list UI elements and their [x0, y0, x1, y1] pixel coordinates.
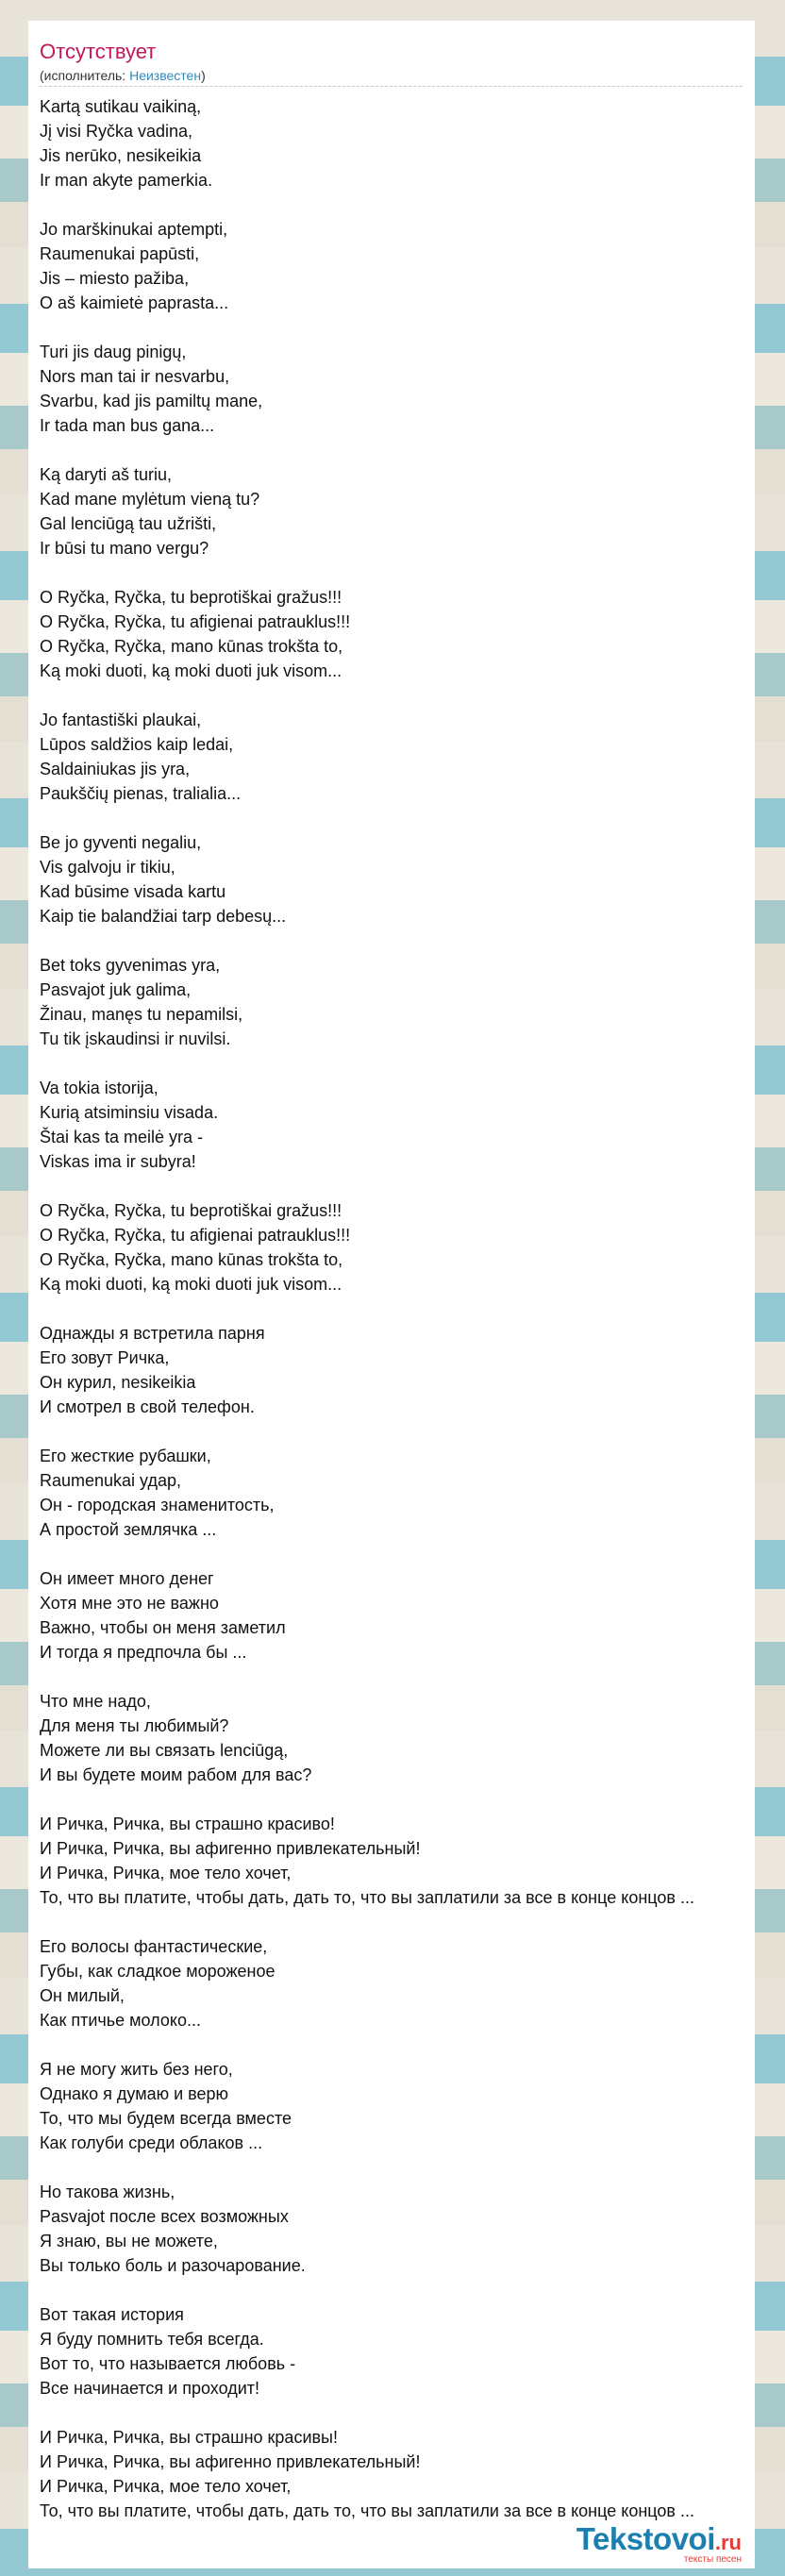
stanza-gap — [40, 1296, 755, 1321]
lyric-line: И вы будете моим рабом для вас? — [40, 1765, 312, 1784]
lyric-line: Jį visi Ryčka vadina, — [40, 122, 193, 141]
lyric-line: O Ryčka, Ryčka, mano kūnas trokšta to, — [40, 637, 343, 656]
lyric-line: Lūpos saldžios kaip ledai, — [40, 735, 234, 754]
lyric-line: Все начинается и проходит! — [40, 2379, 259, 2398]
lyric-line: Он милый, — [40, 1986, 125, 2005]
lyric-line: Kad mane mylėtum vieną tu? — [40, 490, 260, 509]
lyric-line: Важно, чтобы он меня заметил — [40, 1618, 286, 1637]
lyric-line: Jis – miesto pažiba, — [40, 269, 190, 288]
artist-prefix: (исполнитель: — [40, 68, 130, 83]
lyric-line: Для меня ты любимый? — [40, 1716, 229, 1735]
site-logo[interactable] — [576, 2523, 742, 2565]
lyric-line: Что мне надо, — [40, 1692, 151, 1711]
lyric-line: Saldainiukas jis yra, — [40, 760, 191, 778]
lyric-line: Kad būsime visada kartu — [40, 882, 226, 901]
lyric-line: Žinau, manęs tu nepamilsi, — [40, 1005, 243, 1024]
lyric-line: И Ричка, Ричка, мое тело хочет, — [40, 2477, 292, 2496]
logo-domain: .ru — [714, 2531, 742, 2554]
lyrics-card — [28, 21, 755, 2568]
lyric-line: И Ричка, Ричка, мое тело хочет, — [40, 1864, 292, 1882]
song-title: Отсутствует — [40, 40, 157, 63]
lyric-line: И Ричка, Ричка, вы страшно красиво! — [40, 1815, 335, 1833]
lyric-line: Ir būsi tu mano vergu? — [40, 539, 209, 558]
lyric-line: Он курил, nesikeikia — [40, 1373, 196, 1392]
lyric-line: Viskas ima ir subyra! — [40, 1152, 196, 1171]
lyrics-text — [40, 94, 755, 2523]
lyric-line: То, что вы платите, чтобы дать, дать то, что вы заплатили за все в конце концов ... — [40, 1888, 694, 1907]
stanza-gap — [40, 438, 755, 462]
stanza-gap — [40, 1051, 755, 1076]
lyric-line: Я буду помнить тебя всегда. — [40, 2330, 264, 2349]
stanza-gap — [40, 683, 755, 708]
lyric-line: Можете ли вы связать lenciūgą, — [40, 1741, 289, 1760]
lyric-line: Ir man akyte pamerkia. — [40, 171, 213, 190]
stanza-gap — [40, 315, 755, 340]
lyric-line: Kurią atsiminsiu visada. — [40, 1103, 219, 1122]
lyric-line: Svarbu, kad jis pamiltų mane, — [40, 392, 263, 410]
lyric-line: O Ryčka, Ryčka, tu beprotiškai gražus!!! — [40, 1201, 342, 1220]
lyric-line: Я не могу жить без него, — [40, 2060, 233, 2079]
lyric-line: Jis nerūko, nesikeikia — [40, 146, 202, 165]
stanza-gap — [40, 1542, 755, 1566]
lyric-line: Jo fantastiški plaukai, — [40, 711, 202, 729]
stanza-gap — [40, 2278, 755, 2302]
stanza-gap — [40, 1419, 755, 1444]
stanza-gap — [40, 1787, 755, 1812]
lyric-line: Он имеет много денег — [40, 1569, 214, 1588]
lyric-line: А простой землячка ... — [40, 1520, 217, 1539]
lyric-line: Хотя мне это не важно — [40, 1594, 219, 1613]
lyric-line: O Ryčka, Ryčka, tu beprotiškai gražus!!! — [40, 588, 342, 607]
lyric-line: Но такова жизнь, — [40, 2183, 175, 2201]
lyric-line: Вы только боль и разочарование. — [40, 2256, 306, 2275]
lyric-line: Jo marškinukai aptempti, — [40, 220, 228, 239]
lyric-line: И смотрел в свой телефон. — [40, 1397, 255, 1416]
lyric-line: Вот то, что называется любовь - — [40, 2354, 296, 2373]
lyric-line: Štai kas ta meilė yra - — [40, 1128, 204, 1146]
lyric-line: Однако я думаю и верю — [40, 2084, 229, 2103]
lyric-line: Va tokia istorija, — [40, 1079, 159, 1097]
lyric-line: O aš kaimietė paprasta... — [40, 293, 229, 312]
stanza-gap — [40, 1174, 755, 1198]
artist-suffix: ) — [201, 68, 206, 83]
lyric-line: Его зовут Ричка, — [40, 1348, 170, 1367]
lyric-line: Ką daryti aš turiu, — [40, 465, 173, 484]
artist-link[interactable]: Неизвестен — [129, 68, 202, 83]
stanza-gap — [40, 806, 755, 830]
lyric-line: Его жесткие рубашки, — [40, 1447, 211, 1465]
lyric-line: Ką moki duoti, ką moki duoti juk visom... — [40, 1275, 342, 1294]
lyric-line: Gal lenciūgą tau užrišti, — [40, 514, 217, 533]
lyric-line: O Ryčka, Ryčka, tu afigienai patrauklus!!! — [40, 1226, 351, 1245]
lyric-line: Pasvajot juk galima, — [40, 980, 192, 999]
logo-wordmark: Tekstovoi — [576, 2521, 715, 2556]
lyric-line: Kaip tie balandžiai tarp debesų... — [40, 907, 287, 926]
lyric-line: Be jo gyventi negaliu, — [40, 833, 202, 852]
lyric-line: O Ryčka, Ryčka, mano kūnas trokšta to, — [40, 1250, 343, 1269]
lyric-line: Raumenukai papūsti, — [40, 244, 200, 263]
stanza-gap — [40, 192, 755, 217]
lyric-line: Pasvajot после всех возможных — [40, 2207, 289, 2226]
lyric-line: Paukščių pienas, tralialia... — [40, 784, 242, 803]
lyric-line: То, что вы платите, чтобы дать, дать то, что вы заплатили за все в конце концов ... — [40, 2501, 694, 2520]
title-divider — [40, 86, 743, 87]
lyric-line: O Ryčka, Ryčka, tu afigienai patrauklus!!! — [40, 612, 351, 631]
lyric-line: Как птичье молоко... — [40, 2011, 201, 2030]
lyric-line: И тогда я предпочла бы ... — [40, 1643, 247, 1662]
lyric-line: Bet toks gyvenimas yra, — [40, 956, 221, 975]
lyric-line: То, что мы будем всегда вместе — [40, 2109, 292, 2128]
stanza-gap — [40, 2155, 755, 2180]
artist-line — [40, 68, 206, 83]
lyric-line: Turi jis daug pinigų, — [40, 343, 187, 361]
stanza-gap — [40, 1664, 755, 1689]
lyric-line: Губы, как сладкое мороженое — [40, 1962, 276, 1981]
lyric-line: Однажды я встретила парня — [40, 1324, 265, 1343]
lyric-line: И Ричка, Ричка, вы афигенно привлекательный! — [40, 2452, 421, 2471]
lyric-line: Tu tik įskaudinsi ir nuvilsi. — [40, 1029, 231, 1048]
lyric-line: Он - городская знаменитость, — [40, 1496, 275, 1514]
lyric-line: И Ричка, Ричка, вы афигенно привлекательный! — [40, 1839, 421, 1858]
stanza-gap — [40, 1910, 755, 1934]
lyric-line: Nors man tai ir nesvarbu, — [40, 367, 230, 386]
lyric-line: Как голуби среди облаков ... — [40, 2133, 263, 2152]
stanza-gap — [40, 2400, 755, 2425]
lyric-line: Его волосы фантастические, — [40, 1937, 268, 1956]
lyric-line: Kartą sutikau vaikiną, — [40, 97, 202, 116]
lyric-line: Вот такая история — [40, 2305, 184, 2324]
lyric-line: Ir tada man bus gana... — [40, 416, 215, 435]
lyric-line: Ką moki duoti, ką moki duoti juk visom... — [40, 661, 342, 680]
lyric-line: Я знаю, вы не можете, — [40, 2232, 218, 2250]
stanza-gap — [40, 2032, 755, 2057]
stanza-gap — [40, 928, 755, 953]
lyric-line: Raumenukai удар, — [40, 1471, 181, 1490]
lyric-line: И Ричка, Ричка, вы страшно красивы! — [40, 2428, 338, 2447]
logo-tagline: тексты песен — [683, 2554, 742, 2565]
lyric-line: Vis galvoju ir tikiu, — [40, 858, 175, 877]
stanza-gap — [40, 560, 755, 585]
